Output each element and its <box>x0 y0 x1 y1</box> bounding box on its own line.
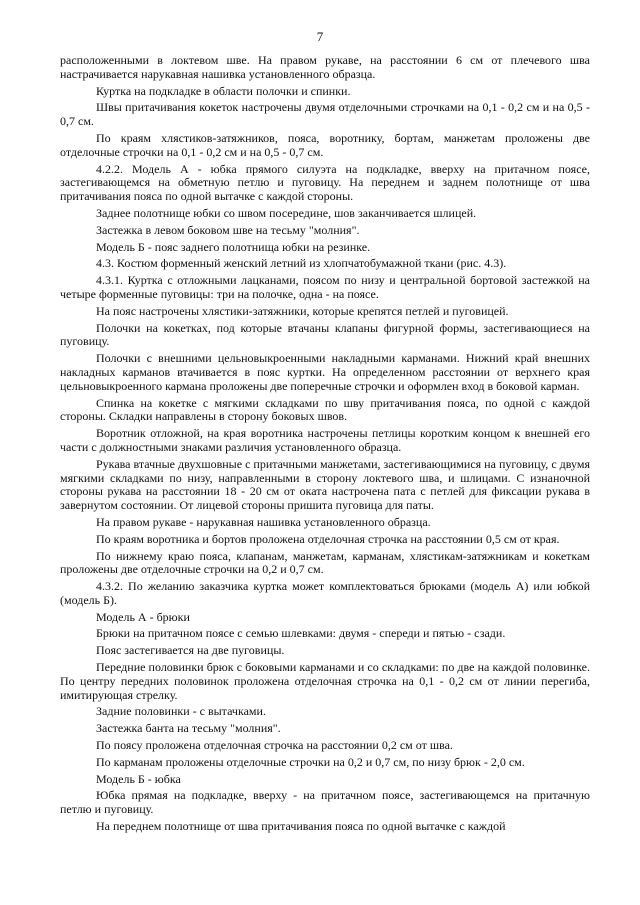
paragraph: расположенными в локтевом шве. На правом рукаве, на расстоянии 6 см от плечевого шва настрачивается нарукавная нашивка установленного образца. <box>60 53 590 81</box>
paragraph: По краям хлястиков-затяжников, пояса, воротнику, бортам, манжетам проложены две отделочные строчки на 0,1 - 0,2 см и на 0,5 - 0,7 см. <box>60 130 590 159</box>
paragraph: Застежка в левом боковом шве на тесьму "молния". <box>96 222 360 237</box>
document-body <box>60 54 590 834</box>
paragraph: По карманам проложены отделочные строчки на 0,2 и 0,7 см, по низу брюк - 2,0 см. <box>96 754 525 769</box>
paragraph: По поясу проложена отделочная строчка на расстоянии 0,2 см от шва. <box>96 738 453 753</box>
paragraph: Рукава втачные двухшовные с притачными манжетами, застегивающимися на пуговицу, с двумя мягкими складками по низу, направленными в сторону локтевого шва, и шлицами. С изнаночной стороны рукава на расстоянии 18 - 20 см от оката настрочена пата с петлей для фиксации рукава в завернутом состоянии. От лицевой стороны пришита пуговица для паты. <box>60 456 590 513</box>
paragraph: По краям воротника и бортов проложена отделочная строчка на расстоянии 0,5 см от края. <box>96 531 560 546</box>
paragraph: Модель Б - пояс заднего полотнища юбки на резинке. <box>96 239 371 254</box>
page-number: 7 <box>316 29 324 44</box>
paragraph: Пояс застегивается на две пуговицы. <box>96 643 285 658</box>
paragraph: На правом рукаве - нарукавная нашивка установленного образца. <box>96 514 431 529</box>
paragraph: Юбка прямая на подкладке, вверху - на притачном поясе, застегивающемся на притачную петлю и пуговицу. <box>60 788 590 817</box>
paragraph: Спинка на кокетке с мягкими складками по шву притачивания пояса, по одной с каждой стороны. Складки направлены в сторону боковых швов. <box>60 395 590 424</box>
paragraph: 4.2.2. Модель А - юбка прямого силуэта на подкладке, вверху на притачном поясе, застегивающемся на обметную петлю и пуговицу. На переднем и заднем полотнище от шва притачивания пояса по одной вытачке с каждой стороны. <box>60 161 590 204</box>
paragraph: Модель А - брюки <box>96 609 190 624</box>
paragraph: Полочки с внешними цельновыкроенными накладными карманами. Нижний край внешних накладных карманов втачивается в пояс куртки. На определенном расстоянии от верхнего края цельновыкроенного кармана проложены две поперечные строчки и оформлен вход в боковой карман. <box>60 351 590 393</box>
paragraph: Задние половинки - с вытачками. <box>96 704 266 719</box>
section-heading: 4.3. Костюм форменный женский летний из хлопчатобумажной ткани (рис. 4.3). <box>96 256 507 271</box>
paragraph: Застежка банта на тесьму "молния". <box>96 721 281 736</box>
paragraph: Заднее полотнище юбки со швом посередине, шов заканчивается шлицей. <box>96 205 477 220</box>
paragraph: Швы притачивания кокеток настрочены двумя отделочными строчками на 0,1 - 0,2 см и на 0,5 - 0,7 см. <box>60 100 590 129</box>
paragraph: Полочки на кокетках, под которые втачаны клапаны фигурной формы, застегивающиеся на пуговицу. <box>60 320 590 349</box>
paragraph: Передние половинки брюк с боковыми карманами и со складками: по две на каждой половинке. По центру передних половинок проложена отделочная строчка на 0,1 - 0,2 см от линии перегиба, имитирующая стрелку. <box>60 660 590 702</box>
paragraph: 4.3.2. По желанию заказчика куртка может комплектоваться брюками (модель А) или юбкой (модель Б). <box>60 579 590 607</box>
paragraph: Брюки на притачном поясе с семью шлевками: двумя - спереди и пятью - сзади. <box>96 626 506 641</box>
paragraph: 4.3.1. Куртка с отложными лацканами, поясом по низу и центральной бортовой застежкой на четыре форменные пуговицы: три на полочке, одна - на поясе. <box>60 273 590 301</box>
paragraph: Куртка на подкладке в области полочки и спинки. <box>96 83 351 98</box>
paragraph: По нижнему краю пояса, клапанам, манжетам, карманам, хлястикам-затяжникам и кокеткам проложены две отделочные строчки на 0,2 и 0,7 см. <box>60 548 590 577</box>
paragraph: На переднем полотнище от шва притачивания пояса по одной вытачке с каждой <box>96 819 506 834</box>
paragraph: Модель Б - юбка <box>96 771 181 786</box>
paragraph: На пояс настрочены хлястики-затяжники, которые крепятся петлей и пуговицей. <box>96 303 509 318</box>
paragraph: Воротник отложной, на края воротника настрочены петлицы коротким концом к внешней его части с должностными знаками различия установленного образца. <box>60 426 590 454</box>
